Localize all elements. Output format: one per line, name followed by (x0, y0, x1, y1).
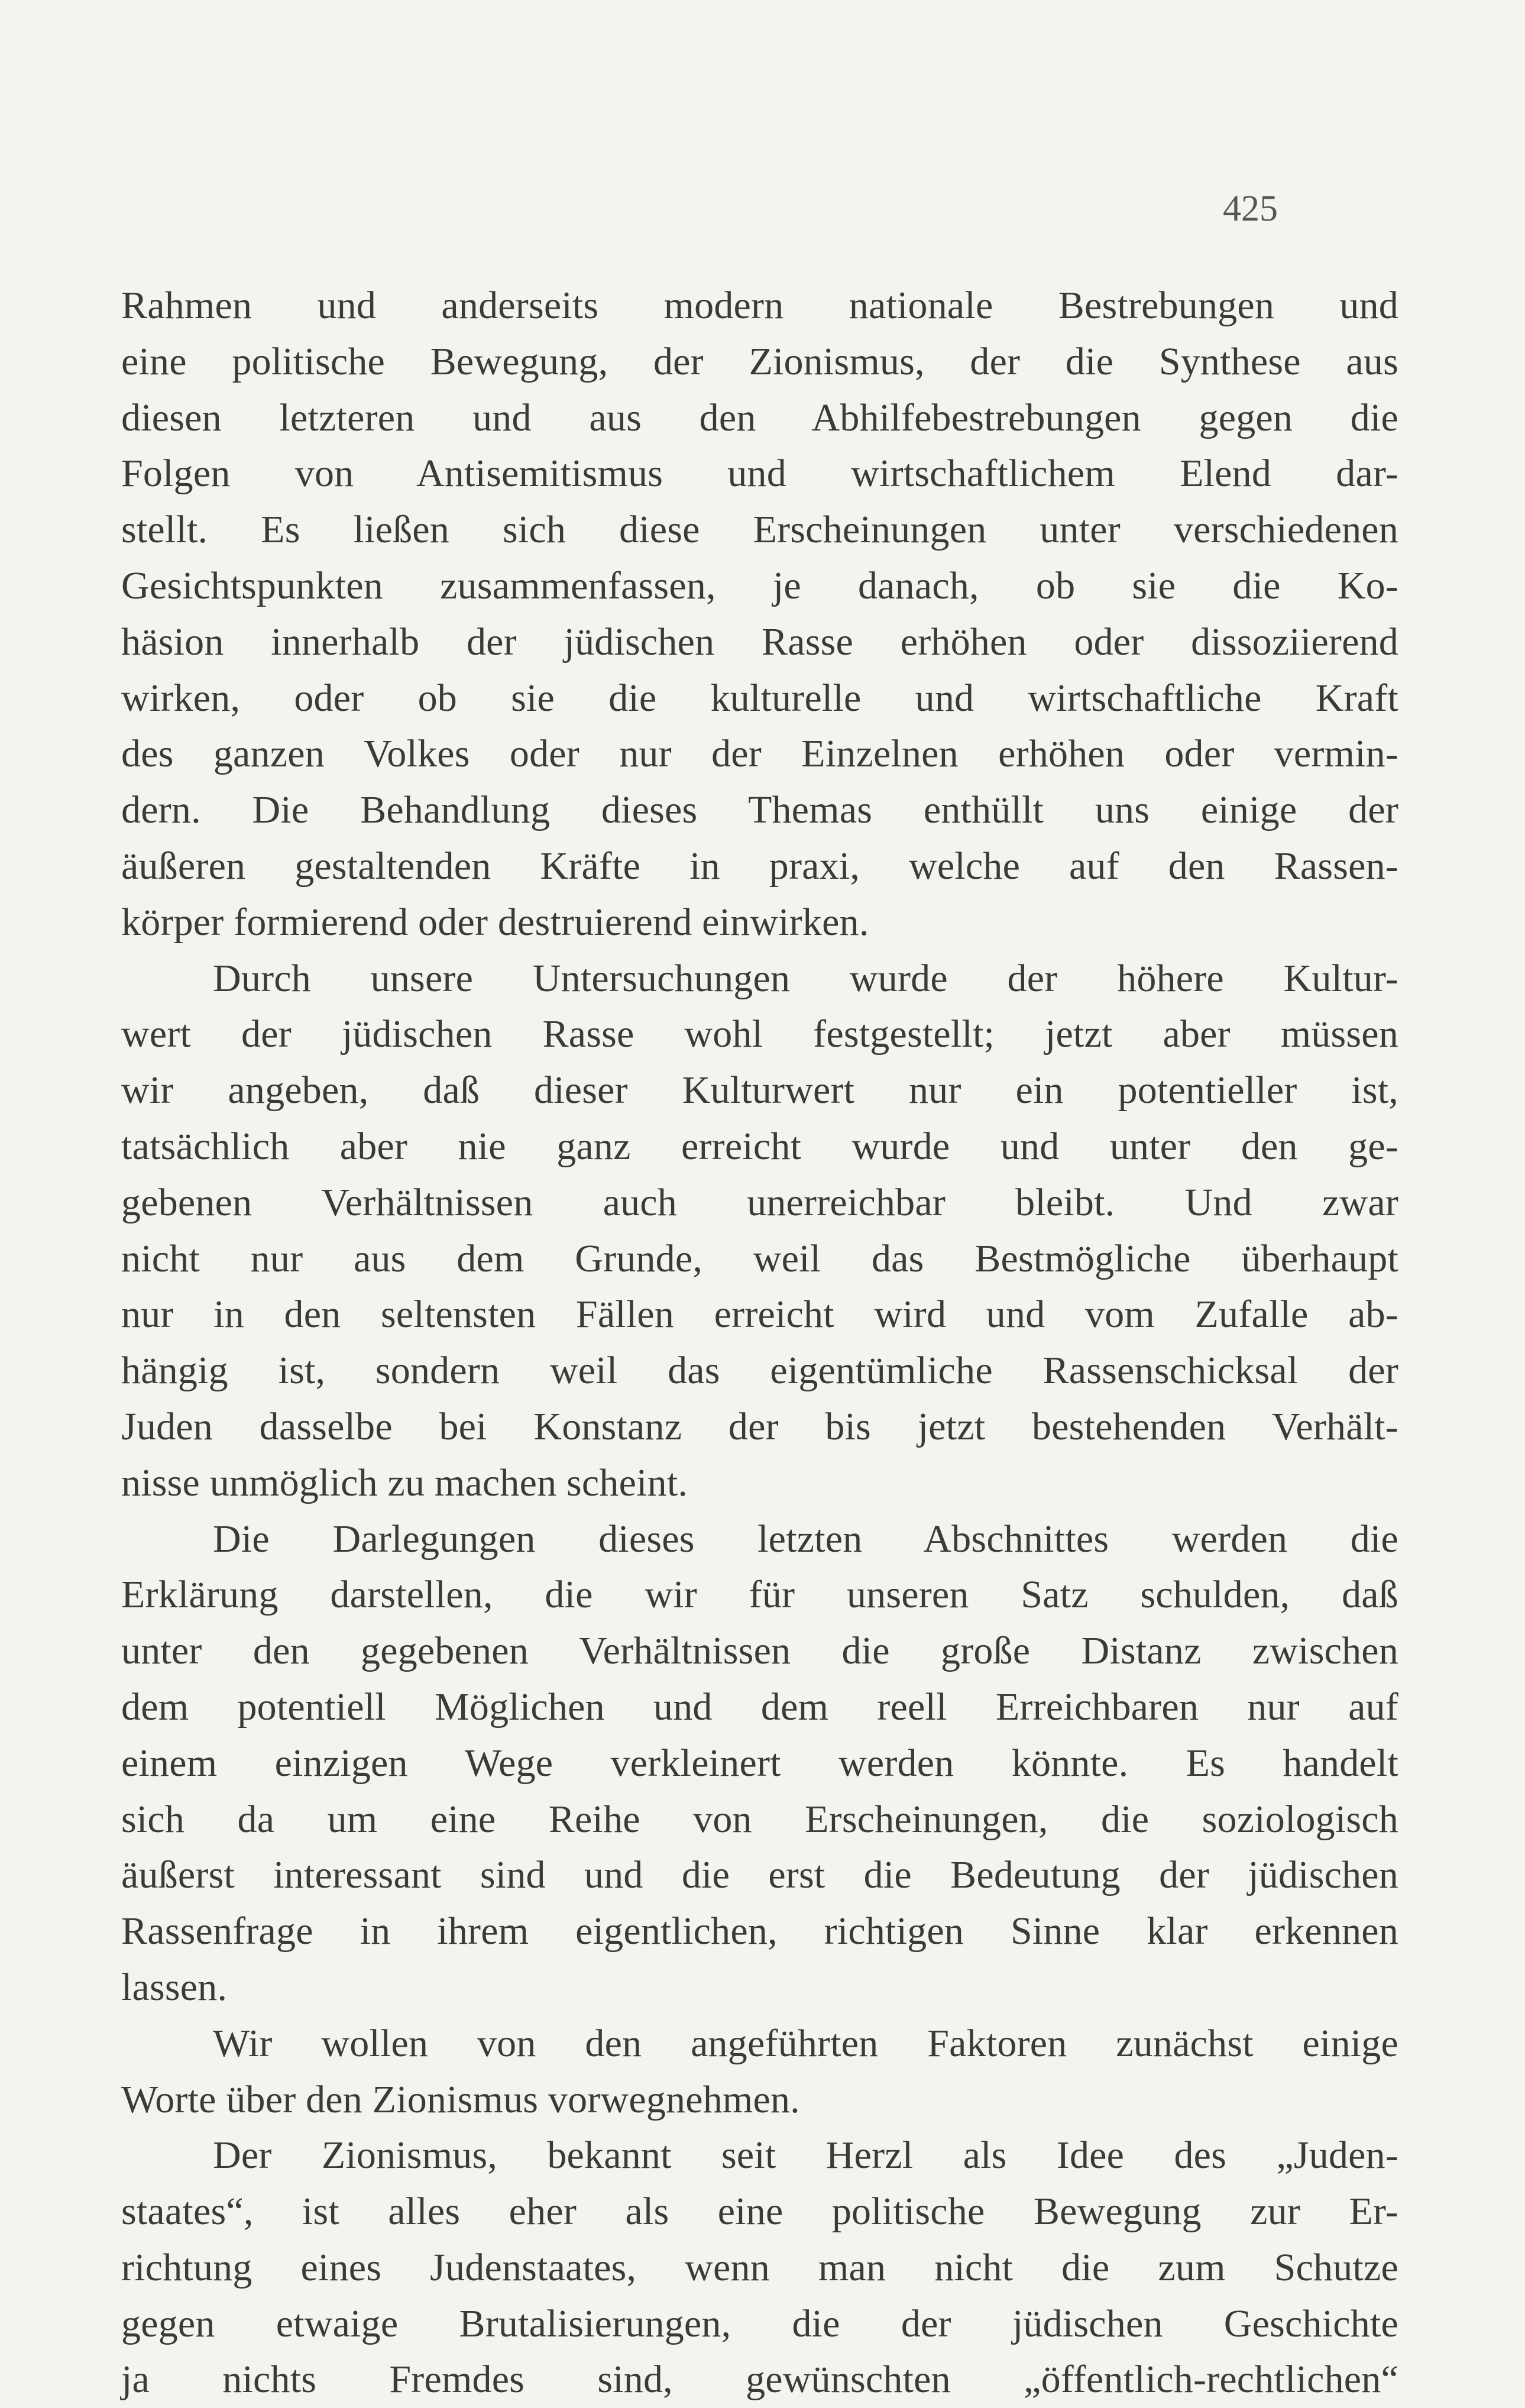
text-line: des ganzen Volkes oder nur der Einzelnen erhöhen oder vermin- (121, 732, 1398, 776)
text-line: äußeren gestaltenden Kräfte in praxi, welche auf den Rassen- (121, 844, 1398, 888)
text-line: Erklärung darstellen, die wir für unseren Satz schulden, daß (121, 1573, 1398, 1617)
text-line: Gesichtspunkten zusammenfassen, je danach, ob sie die Ko- (121, 564, 1398, 607)
paragraph (121, 2128, 1398, 2408)
text-line: Worte über den Zionismus vorwegnehmen. (121, 2077, 800, 2121)
text-line: Juden dasselbe bei Konstanz der bis jetzt bestehenden Verhält- (121, 1404, 1398, 1448)
text-line: häsion innerhalb der jüdischen Rasse erhöhen oder dissoziierend (121, 620, 1398, 664)
paragraph (121, 2016, 1398, 2128)
text-line: Die Darlegungen dieses letzten Abschnittes werden die (213, 1517, 1398, 1561)
text-line: richtung eines Judenstaates, wenn man nicht die zum Schutze (121, 2245, 1398, 2289)
text-line: Rassenfrage in ihrem eigentlichen, richtigen Sinne klar erkennen (121, 1909, 1398, 1953)
text-line: wir angeben, daß dieser Kulturwert nur ein potentieller ist, (121, 1069, 1398, 1112)
text-line: einem einzigen Wege verkleinert werden könnte. Es handelt (121, 1741, 1398, 1785)
text-line: nicht nur aus dem Grunde, weil das Bestmögliche überhaupt (121, 1237, 1398, 1280)
text-line: staates“, ist alles eher als eine politische Bewegung zur Er- (121, 2190, 1398, 2234)
text-line: nur in den seltensten Fällen erreicht wird und vom Zufalle ab- (121, 1293, 1398, 1336)
text-line: Folgen von Antisemitismus und wirtschaftlichem Elend dar- (121, 452, 1398, 496)
text-line: Durch unsere Untersuchungen wurde der höhere Kultur- (213, 956, 1398, 1000)
paragraph (121, 1512, 1398, 2016)
paragraph (121, 278, 1398, 951)
text-line: unter den gegebenen Verhältnissen die große Distanz zwischen (121, 1629, 1398, 1673)
text-line: diesen letzteren und aus den Abhilfebestrebungen gegen die (121, 396, 1398, 439)
text-line: dem potentiell Möglichen und dem reell Erreichbaren nur auf (121, 1685, 1398, 1729)
text-line: dern. Die Behandlung dieses Themas enthüllt uns einige der (121, 788, 1398, 832)
paragraph (121, 951, 1398, 1512)
text-line: körper formierend oder destruierend einwirken. (121, 900, 869, 944)
text-line: äußerst interessant sind und die erst die Bedeutung der jüdischen (121, 1853, 1398, 1897)
text-line: lassen. (121, 1965, 228, 2009)
body-text (121, 278, 1398, 2408)
text-line: sich da um eine Reihe von Erscheinungen, die soziologisch (121, 1797, 1398, 1841)
text-line: eine politische Bewegung, der Zionismus, der die Synthese aus (121, 339, 1398, 383)
text-line: stellt. Es ließen sich diese Erscheinungen unter verschiedenen (121, 508, 1398, 552)
text-line: Der Zionismus, bekannt seit Herzl als Idee des „Juden- (213, 2134, 1398, 2177)
page-number: 425 (1223, 189, 1278, 229)
text-line: hängig ist, sondern weil das eigentümliche Rassenschicksal der (121, 1349, 1398, 1393)
text-line: gebenen Verhältnissen auch unerreichbar bleibt. Und zwar (121, 1180, 1398, 1224)
text-line: ja nichts Fremdes sind, gewünschten „öffentlich-rechtlichen“ (121, 2358, 1398, 2401)
text-line: gegen etwaige Brutalisierungen, die der jüdischen Geschichte (121, 2302, 1398, 2345)
text-line: Wir wollen von den angeführten Faktoren zunächst einige (213, 2021, 1398, 2065)
text-line: wert der jüdischen Rasse wohl festgestellt; jetzt aber müssen (121, 1012, 1398, 1056)
text-line: wirken, oder ob sie die kulturelle und wirtschaftliche Kraft (121, 676, 1398, 720)
text-line: nisse unmöglich zu machen scheint. (121, 1461, 688, 1504)
text-line: Rahmen und anderseits modern nationale Bestrebungen und (121, 284, 1398, 327)
text-line: tatsächlich aber nie ganz erreicht wurde und unter den ge- (121, 1124, 1398, 1168)
